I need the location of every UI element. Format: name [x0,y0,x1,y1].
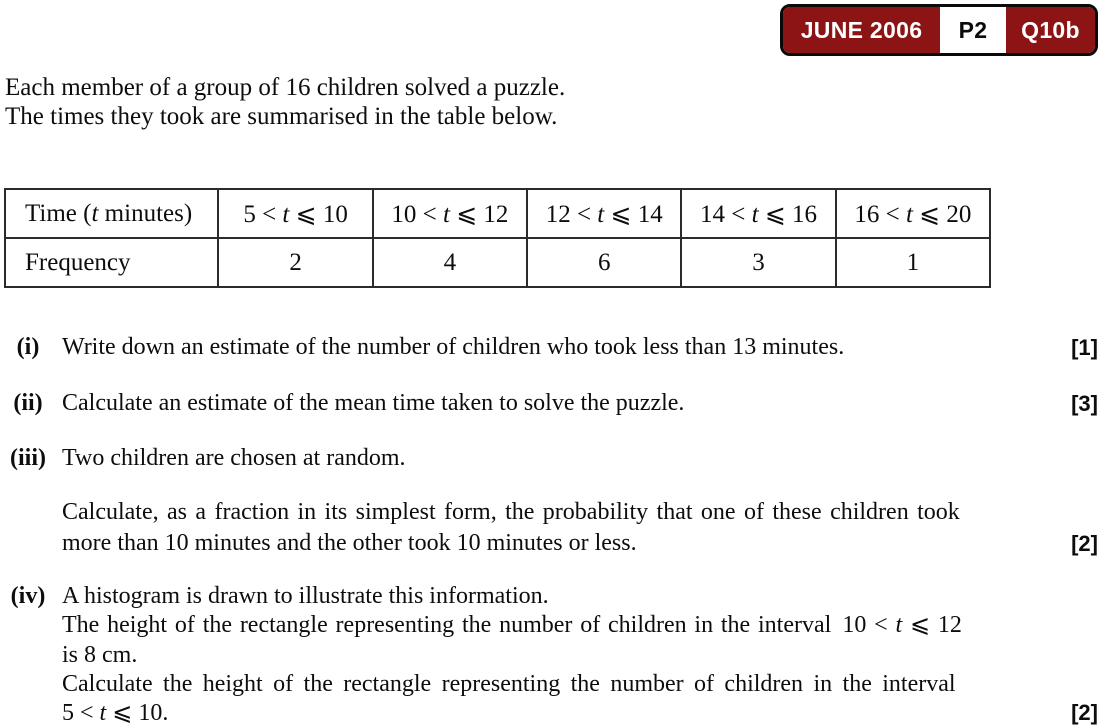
frequency-header-cell: Frequency [5,238,218,287]
intro-line-2: The times they took are summarised in the table below. [5,102,558,130]
question-ref-badge [780,4,1098,56]
interval-5-pre: 16 < [854,200,906,228]
marks-question-i: [1] [1071,335,1098,360]
question-ii-label: (ii) [13,390,43,416]
interval-post: ⩽ 10. [106,700,169,726]
question-iv-line-3: is 8 cm. [62,641,138,668]
question-iv-label: (iv) [10,583,46,609]
intro-line-1: Each member of a group of 16 children solved a puzzle. [5,74,566,101]
interval-4-post: ⩽ 16 [758,200,818,228]
frequency-cell-4: 3 [681,238,835,287]
question-i-label: (i) [16,334,40,360]
interval-cell-5 [836,189,990,238]
interval-post: ⩽ 12 [902,612,962,639]
frequency-cell-5: 1 [836,238,990,287]
question-iv-line-2-interval [842,612,962,638]
question-iv-line-2 [62,611,962,640]
interval-3-post: ⩽ 14 [604,200,663,228]
marks-question-ii: [3] [1071,391,1098,416]
interval-var: t [99,700,107,726]
interval-2-post: ⩽ 12 [449,200,509,228]
badge-session-label: JUNE 2006 [783,7,940,53]
interval-3-pre: 12 < [545,200,598,228]
frequency-cell-1: 2 [218,238,372,287]
interval-cell-1 [218,189,372,238]
interval-3-var: t [597,200,605,228]
frequency-table [4,188,991,288]
interval-cell-4 [681,189,835,238]
interval-1-var: t [282,200,290,228]
marks-question-iv: [2] [1071,700,1098,725]
question-iii-paragraph-lines [62,497,960,559]
time-header-cell [5,189,218,238]
interval-2-pre: 10 < [391,200,443,228]
interval-pre: 5 < [62,700,100,726]
table-row-frequency [5,238,990,287]
question-iii-line-1: Calculate, as a fraction in its simplest form, the probability that one of these children took [62,499,960,525]
frequency-cell-2: 4 [373,238,527,287]
interval-cell-2 [373,189,527,238]
interval-5-var: t [905,200,913,228]
question-iv-line-1: A histogram is drawn to illustrate this information. [62,583,549,609]
question-iv-line-2-text: The height of the rectangle representing the number of children in the interval [62,612,832,639]
intro-paragraph [5,74,565,131]
time-label-var: t [91,199,99,227]
time-label-post: minutes) [98,199,193,227]
question-ii-text: Calculate an estimate of the mean time taken to solve the puzzle. [62,390,685,416]
question-iv-lines [62,582,962,727]
interval-4-var: t [751,200,759,228]
frequency-cell-3: 6 [527,238,681,287]
interval-var: t [895,612,903,639]
interval-5-post: ⩽ 20 [912,200,972,228]
interval-2-var: t [442,200,450,228]
question-iv-line-4: Calculate the height of the rectangle representing the number of children in the interval [62,670,956,697]
time-label-pre: Time ( [25,199,92,227]
question-iii-intro-text: Two children are chosen at random. [62,445,406,471]
question-iii-line-2: more than 10 minutes and the other took 10 minutes or less. [62,530,637,556]
table-row-time [5,189,990,238]
interval-4-pre: 14 < [700,200,752,228]
interval-1-pre: 5 < [243,200,283,228]
question-i-text: Write down an estimate of the number of children who took less than 13 minutes. [62,334,845,360]
badge-question-label: Q10b [1006,7,1095,53]
question-iii-label: (iii) [10,445,46,471]
interval-1-post: ⩽ 10 [289,200,348,228]
interval-pre: 10 < [842,612,896,639]
marks-question-iii: [2] [1071,531,1098,556]
badge-paper-label: P2 [940,7,1006,53]
question-iv-line-5 [62,699,962,727]
interval-cell-3 [527,189,681,238]
